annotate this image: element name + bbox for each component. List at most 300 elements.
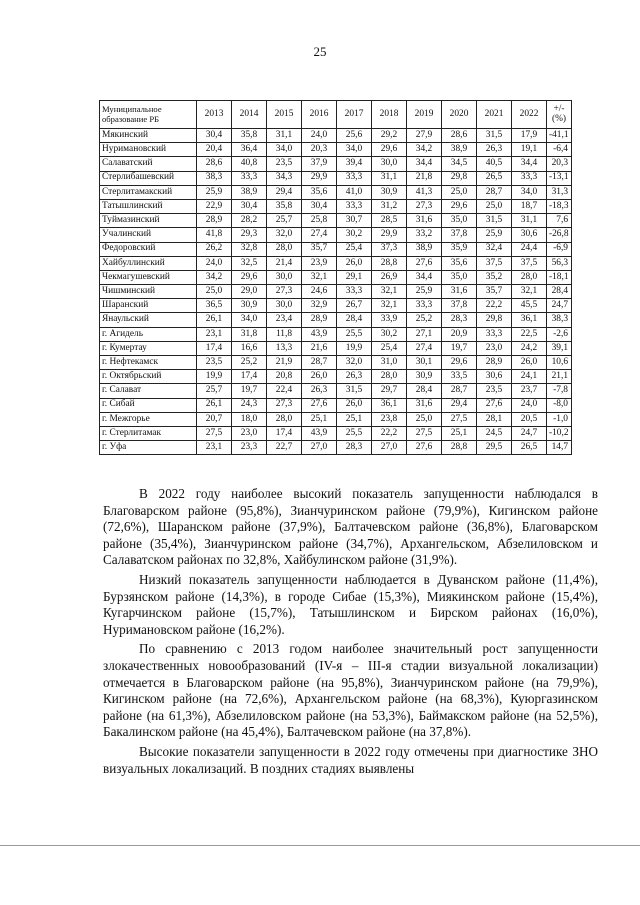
rate-cell: 37,5 xyxy=(512,256,547,270)
rate-cell: 36,5 xyxy=(197,299,232,313)
rate-cell: 24,2 xyxy=(512,341,547,355)
rate-cell: 28,7 xyxy=(477,185,512,199)
rate-cell: 22,9 xyxy=(197,199,232,213)
rate-cell: 27,9 xyxy=(407,129,442,143)
rate-cell: 17,9 xyxy=(512,129,547,143)
rate-cell: 27,0 xyxy=(372,441,407,455)
rate-cell: 19,9 xyxy=(197,370,232,384)
rate-cell: 24,0 xyxy=(197,256,232,270)
rate-cell: 28,0 xyxy=(372,370,407,384)
rate-cell: 27,6 xyxy=(477,398,512,412)
rate-cell: 26,7 xyxy=(337,299,372,313)
rate-cell: 32,1 xyxy=(512,285,547,299)
rate-cell: 29,2 xyxy=(372,129,407,143)
rate-cell: 26,3 xyxy=(477,143,512,157)
rate-cell: 28,0 xyxy=(267,412,302,426)
rate-cell: 26,3 xyxy=(337,370,372,384)
table-row xyxy=(100,398,572,412)
rate-cell: 38,9 xyxy=(232,185,267,199)
header-year: 2017 xyxy=(337,101,372,129)
rate-cell: 32,1 xyxy=(372,285,407,299)
rate-cell: 20,5 xyxy=(512,412,547,426)
rate-cell: 28,6 xyxy=(197,157,232,171)
rate-cell: 35,2 xyxy=(477,270,512,284)
rate-cell: 28,6 xyxy=(442,129,477,143)
rate-cell: 40,5 xyxy=(477,157,512,171)
rate-cell: 25,5 xyxy=(337,426,372,440)
rate-cell: 29,4 xyxy=(267,185,302,199)
table-row xyxy=(100,285,572,299)
rate-cell: 28,5 xyxy=(372,214,407,228)
header-year: 2015 xyxy=(267,101,302,129)
rate-cell: 33,3 xyxy=(407,299,442,313)
rate-cell: 35,8 xyxy=(267,199,302,213)
rate-cell: 37,9 xyxy=(302,157,337,171)
municipality-name: г. Сибай xyxy=(100,398,197,412)
header-change: +/- (%) xyxy=(547,101,572,129)
rate-cell: 17,4 xyxy=(267,426,302,440)
rate-cell: 24,1 xyxy=(512,370,547,384)
rate-cell: 21,8 xyxy=(407,171,442,185)
rate-cell: 25,7 xyxy=(197,384,232,398)
rate-cell: 32,1 xyxy=(302,270,337,284)
rate-cell: 32,4 xyxy=(477,242,512,256)
rate-cell: 33,3 xyxy=(512,171,547,185)
rate-cell: 20,4 xyxy=(197,143,232,157)
rate-cell: 30,0 xyxy=(372,157,407,171)
body-text xyxy=(103,486,598,780)
rate-cell: 40,8 xyxy=(232,157,267,171)
municipality-name: г. Стерлитамак xyxy=(100,426,197,440)
rate-cell: 27,4 xyxy=(407,341,442,355)
rate-cell: 29,6 xyxy=(442,199,477,213)
rate-cell: 22,2 xyxy=(477,299,512,313)
rate-cell: 31,0 xyxy=(372,356,407,370)
rate-cell: 29,8 xyxy=(477,313,512,327)
rate-cell: 24,0 xyxy=(512,398,547,412)
change-cell: -7,8 xyxy=(547,384,572,398)
change-cell: -18,1 xyxy=(547,270,572,284)
rate-cell: 27,5 xyxy=(407,426,442,440)
rate-cell: 30,0 xyxy=(267,299,302,313)
rate-cell: 33,5 xyxy=(442,370,477,384)
rate-cell: 29,6 xyxy=(372,143,407,157)
rate-cell: 30,9 xyxy=(232,299,267,313)
rate-cell: 31,8 xyxy=(232,327,267,341)
table-row xyxy=(100,270,572,284)
table-row xyxy=(100,313,572,327)
rate-cell: 31,6 xyxy=(407,214,442,228)
change-cell: -6,4 xyxy=(547,143,572,157)
change-cell: -8,0 xyxy=(547,398,572,412)
rate-cell: 29,0 xyxy=(232,285,267,299)
municipality-name: Учалинский xyxy=(100,228,197,242)
table-row xyxy=(100,412,572,426)
rate-cell: 19,9 xyxy=(337,341,372,355)
table-row xyxy=(100,185,572,199)
rate-cell: 35,7 xyxy=(477,285,512,299)
rate-cell: 23,1 xyxy=(197,441,232,455)
rate-cell: 30,4 xyxy=(302,199,337,213)
rate-cell: 31,6 xyxy=(442,285,477,299)
rate-cell: 23,1 xyxy=(197,327,232,341)
municipality-name: Мякинский xyxy=(100,129,197,143)
rate-cell: 25,0 xyxy=(407,412,442,426)
rate-cell: 34,0 xyxy=(512,185,547,199)
table-row xyxy=(100,341,572,355)
rate-cell: 23,0 xyxy=(232,426,267,440)
table-row xyxy=(100,441,572,455)
rate-cell: 25,5 xyxy=(337,327,372,341)
rate-cell: 23,7 xyxy=(512,384,547,398)
table-row xyxy=(100,214,572,228)
rate-cell: 32,0 xyxy=(267,228,302,242)
rate-cell: 35,6 xyxy=(442,256,477,270)
table-row xyxy=(100,199,572,213)
rate-cell: 16,6 xyxy=(232,341,267,355)
municipality-name: Янаульский xyxy=(100,313,197,327)
header-year: 2014 xyxy=(232,101,267,129)
header-year: 2013 xyxy=(197,101,232,129)
rate-cell: 17,4 xyxy=(232,370,267,384)
rate-cell: 30,1 xyxy=(407,356,442,370)
rate-cell: 29,5 xyxy=(477,441,512,455)
rate-cell: 24,0 xyxy=(302,129,337,143)
rate-cell: 11,8 xyxy=(267,327,302,341)
rate-cell: 36,1 xyxy=(512,313,547,327)
rate-cell: 35,6 xyxy=(302,185,337,199)
table-row xyxy=(100,356,572,370)
rate-cell: 39,4 xyxy=(337,157,372,171)
rate-cell: 13,3 xyxy=(267,341,302,355)
table-row xyxy=(100,228,572,242)
rate-cell: 29,9 xyxy=(372,228,407,242)
municipality-name: г. Уфа xyxy=(100,441,197,455)
municipality-name: г. Салават xyxy=(100,384,197,398)
rate-cell: 27,5 xyxy=(197,426,232,440)
rate-cell: 35,0 xyxy=(442,270,477,284)
table-header-row xyxy=(100,101,572,129)
rate-cell: 37,5 xyxy=(477,256,512,270)
rate-cell: 27,6 xyxy=(407,441,442,455)
rate-cell: 28,4 xyxy=(337,313,372,327)
change-cell: 31,3 xyxy=(547,185,572,199)
municipality-name: Хайбуллинский xyxy=(100,256,197,270)
rate-cell: 20,9 xyxy=(442,327,477,341)
rate-cell: 41,0 xyxy=(337,185,372,199)
rate-cell: 28,9 xyxy=(302,313,337,327)
rate-cell: 32,1 xyxy=(372,299,407,313)
municipality-name: Чекмагушевский xyxy=(100,270,197,284)
rate-cell: 33,3 xyxy=(232,171,267,185)
table-row xyxy=(100,370,572,384)
rate-cell: 25,9 xyxy=(197,185,232,199)
rate-cell: 35,8 xyxy=(232,129,267,143)
change-cell: 39,1 xyxy=(547,341,572,355)
table-row xyxy=(100,129,572,143)
rate-cell: 32,0 xyxy=(337,356,372,370)
rate-cell: 34,0 xyxy=(267,143,302,157)
table-row xyxy=(100,171,572,185)
municipality-name: Стерлибашевский xyxy=(100,171,197,185)
municipality-name: Шаранский xyxy=(100,299,197,313)
rate-cell: 28,4 xyxy=(407,384,442,398)
rate-cell: 38,9 xyxy=(407,242,442,256)
paragraph: Высокие показатели запущенности в 2022 году отмечены при диагностике ЗНО визуальных локализаций. В поздних стадиях выявлены xyxy=(103,743,598,776)
rate-cell: 27,3 xyxy=(267,285,302,299)
rate-cell: 20,8 xyxy=(267,370,302,384)
municipality-name: Стерлитамакский xyxy=(100,185,197,199)
rate-cell: 26,1 xyxy=(197,313,232,327)
change-cell: 20,3 xyxy=(547,157,572,171)
rate-cell: 31,6 xyxy=(407,398,442,412)
rate-cell: 30,9 xyxy=(407,370,442,384)
rate-cell: 38,9 xyxy=(442,143,477,157)
rate-cell: 33,3 xyxy=(337,171,372,185)
rate-cell: 24,3 xyxy=(232,398,267,412)
municipality-name: г. Межгорье xyxy=(100,412,197,426)
rate-cell: 29,4 xyxy=(442,398,477,412)
rate-cell: 23,9 xyxy=(302,256,337,270)
rate-cell: 23,8 xyxy=(372,412,407,426)
rate-cell: 37,3 xyxy=(372,242,407,256)
rate-cell: 32,8 xyxy=(232,242,267,256)
header-year: 2020 xyxy=(442,101,477,129)
table-row xyxy=(100,242,572,256)
rate-cell: 31,1 xyxy=(267,129,302,143)
rate-cell: 26,5 xyxy=(512,441,547,455)
change-cell: -6,9 xyxy=(547,242,572,256)
rate-cell: 35,7 xyxy=(302,242,337,256)
rate-cell: 30,4 xyxy=(197,129,232,143)
rate-cell: 29,1 xyxy=(337,270,372,284)
table-row xyxy=(100,384,572,398)
rate-cell: 41,3 xyxy=(407,185,442,199)
rate-cell: 21,9 xyxy=(267,356,302,370)
rate-cell: 36,1 xyxy=(372,398,407,412)
rate-cell: 31,5 xyxy=(477,129,512,143)
municipality-name: г. Нефтекамск xyxy=(100,356,197,370)
rate-cell: 28,9 xyxy=(197,214,232,228)
rate-cell: 27,4 xyxy=(302,228,337,242)
rate-cell: 22,7 xyxy=(267,441,302,455)
rate-cell: 29,3 xyxy=(232,228,267,242)
rate-cell: 26,0 xyxy=(337,256,372,270)
rate-cell: 28,0 xyxy=(267,242,302,256)
rate-cell: 26,5 xyxy=(477,171,512,185)
municipality-name: г. Агидель xyxy=(100,327,197,341)
rate-cell: 29,9 xyxy=(302,171,337,185)
rate-cell: 29,6 xyxy=(442,356,477,370)
rate-cell: 43,9 xyxy=(302,426,337,440)
municipality-name: г. Кумертау xyxy=(100,341,197,355)
change-cell: -18,3 xyxy=(547,199,572,213)
rate-cell: 34,4 xyxy=(407,157,442,171)
rate-cell: 23,0 xyxy=(477,341,512,355)
change-cell: 28,4 xyxy=(547,285,572,299)
rate-cell: 25,1 xyxy=(337,412,372,426)
rate-cell: 29,8 xyxy=(442,171,477,185)
rate-cell: 32,5 xyxy=(232,256,267,270)
rate-cell: 21,4 xyxy=(267,256,302,270)
change-cell: 21,1 xyxy=(547,370,572,384)
rate-cell: 34,3 xyxy=(267,171,302,185)
rate-cell: 28,7 xyxy=(302,356,337,370)
rate-cell: 22,4 xyxy=(267,384,302,398)
rate-cell: 26,0 xyxy=(302,370,337,384)
rate-cell: 23,5 xyxy=(267,157,302,171)
rate-cell: 30,2 xyxy=(372,327,407,341)
change-cell: 14,7 xyxy=(547,441,572,455)
rate-cell: 19,1 xyxy=(512,143,547,157)
rate-cell: 17,4 xyxy=(197,341,232,355)
rate-cell: 22,2 xyxy=(372,426,407,440)
table-body xyxy=(100,129,572,455)
rate-cell: 29,6 xyxy=(232,270,267,284)
rate-cell: 28,3 xyxy=(442,313,477,327)
rate-cell: 32,9 xyxy=(302,299,337,313)
rate-cell: 37,8 xyxy=(442,299,477,313)
rate-cell: 28,9 xyxy=(477,356,512,370)
page-number: 25 xyxy=(313,44,327,59)
rate-cell: 30,6 xyxy=(477,370,512,384)
rate-cell: 36,4 xyxy=(232,143,267,157)
rate-cell: 27,6 xyxy=(302,398,337,412)
rate-cell: 30,9 xyxy=(372,185,407,199)
rate-cell: 23,5 xyxy=(197,356,232,370)
rate-cell: 30,7 xyxy=(337,214,372,228)
paragraph: По сравнению с 2013 годом наиболее значительный рост запущенности злокачественных новообразований (IV-я – III-я стадии визуальной локализации) отмечается в Благоварском районе (на 95,8%), Зианчуринском районе (на 79,9%), Кигинском районе (на 72,6%), Архангельском районе (на 68,3%), Куюргазинском районе (на 61,3%), Абзелиловском районе (на 53,3%), Баймакском районе (на 52,5%), Бакалинском районе (на 45,4%), Балтачевском районе (на 37,8%). xyxy=(103,641,598,740)
rate-cell: 25,2 xyxy=(407,313,442,327)
municipality-name: Туймазинский xyxy=(100,214,197,228)
rate-cell: 38,3 xyxy=(197,171,232,185)
table-row xyxy=(100,299,572,313)
rate-cell: 30,6 xyxy=(512,228,547,242)
rate-cell: 25,4 xyxy=(372,341,407,355)
change-cell: 24,7 xyxy=(547,299,572,313)
change-cell: 38,3 xyxy=(547,313,572,327)
rate-cell: 43,9 xyxy=(302,327,337,341)
rate-cell: 25,7 xyxy=(267,214,302,228)
rate-cell: 30,2 xyxy=(337,228,372,242)
table-row xyxy=(100,256,572,270)
rate-cell: 19,7 xyxy=(232,384,267,398)
change-cell: -2,6 xyxy=(547,327,572,341)
rate-cell: 37,8 xyxy=(442,228,477,242)
rate-cell: 27,3 xyxy=(267,398,302,412)
rate-cell: 18,0 xyxy=(232,412,267,426)
rate-cell: 31,5 xyxy=(477,214,512,228)
header-year: 2016 xyxy=(302,101,337,129)
rate-cell: 28,2 xyxy=(232,214,267,228)
change-cell: -1,0 xyxy=(547,412,572,426)
rate-cell: 35,9 xyxy=(442,242,477,256)
rate-cell: 19,7 xyxy=(442,341,477,355)
rate-cell: 25,9 xyxy=(477,228,512,242)
rate-cell: 34,5 xyxy=(442,157,477,171)
rate-cell: 25,1 xyxy=(302,412,337,426)
rate-cell: 31,1 xyxy=(372,171,407,185)
rate-cell: 31,1 xyxy=(512,214,547,228)
rate-cell: 20,7 xyxy=(197,412,232,426)
rate-cell: 26,0 xyxy=(512,356,547,370)
rate-cell: 26,3 xyxy=(302,384,337,398)
rate-cell: 45,5 xyxy=(512,299,547,313)
change-cell: -26,8 xyxy=(547,228,572,242)
rate-cell: 18,7 xyxy=(512,199,547,213)
rate-cell: 24,4 xyxy=(512,242,547,256)
rate-cell: 28,8 xyxy=(372,256,407,270)
rate-cell: 24,5 xyxy=(477,426,512,440)
change-cell: -41,1 xyxy=(547,129,572,143)
neglect-rate-table xyxy=(99,100,572,455)
rate-cell: 28,8 xyxy=(442,441,477,455)
header-municipality: Муниципальное образование РБ xyxy=(100,101,197,129)
rate-cell: 25,2 xyxy=(232,356,267,370)
table-row xyxy=(100,143,572,157)
rate-cell: 30,0 xyxy=(267,270,302,284)
rate-cell: 23,3 xyxy=(232,441,267,455)
rate-cell: 27,5 xyxy=(442,412,477,426)
rate-cell: 31,5 xyxy=(337,384,372,398)
rate-cell: 28,0 xyxy=(512,270,547,284)
paragraph: В 2022 году наиболее высокий показатель запущенности наблюдался в Благоварском районе (95,8%), Зианчуринском районе (79,9%), Кигинском районе (72,6%), Шаранском районе (37,9%), Балтачевском районе (36,8%), Благоварском районе (35,4%), Зианчуринском районе (34,7%), Архангельском, Абзелиловском и Салаватском районах по 32,8%, Хайбулинском районе (31,9%). xyxy=(103,486,598,568)
rate-cell: 26,9 xyxy=(372,270,407,284)
rate-cell: 30,4 xyxy=(232,199,267,213)
rate-cell: 28,7 xyxy=(442,384,477,398)
rate-cell: 27,3 xyxy=(407,199,442,213)
rate-cell: 20,3 xyxy=(302,143,337,157)
rate-cell: 26,1 xyxy=(197,398,232,412)
paragraph: Низкий показатель запущенности наблюдается в Дуванском районе (11,4%), Бурзянском районе (14,3%), в городе Сибае (15,3%), Миякинском районе (15,4%), Кугарчинском районе (15,7%), Татышлинском и Бирском районах (16,0%), Нуримановском районе (16,2%). xyxy=(103,571,598,637)
municipality-name: Нуримановский xyxy=(100,143,197,157)
rate-cell: 25,4 xyxy=(337,242,372,256)
rate-cell: 25,0 xyxy=(197,285,232,299)
rate-cell: 23,4 xyxy=(267,313,302,327)
rate-cell: 34,2 xyxy=(407,143,442,157)
rate-cell: 25,8 xyxy=(302,214,337,228)
rate-cell: 21,6 xyxy=(302,341,337,355)
rate-cell: 34,2 xyxy=(197,270,232,284)
rate-cell: 27,1 xyxy=(407,327,442,341)
header-year: 2021 xyxy=(477,101,512,129)
rate-cell: 34,4 xyxy=(407,270,442,284)
rate-cell: 33,3 xyxy=(337,199,372,213)
change-cell: 7,6 xyxy=(547,214,572,228)
municipality-name: г. Октябрьский xyxy=(100,370,197,384)
rate-cell: 31,2 xyxy=(372,199,407,213)
rate-cell: 29,7 xyxy=(372,384,407,398)
rate-cell: 25,0 xyxy=(477,199,512,213)
rate-cell: 35,0 xyxy=(442,214,477,228)
municipality-name: Татышлинский xyxy=(100,199,197,213)
rate-cell: 41,8 xyxy=(197,228,232,242)
rate-cell: 25,9 xyxy=(407,285,442,299)
rate-cell: 26,2 xyxy=(197,242,232,256)
rate-cell: 34,0 xyxy=(337,143,372,157)
rate-cell: 24,7 xyxy=(512,426,547,440)
rate-cell: 25,0 xyxy=(442,185,477,199)
municipality-name: Салаватский xyxy=(100,157,197,171)
municipality-name: Чишминский xyxy=(100,285,197,299)
rate-cell: 33,2 xyxy=(407,228,442,242)
rate-cell: 34,0 xyxy=(232,313,267,327)
rate-cell: 24,6 xyxy=(302,285,337,299)
rate-cell: 22,5 xyxy=(512,327,547,341)
rate-cell: 28,3 xyxy=(337,441,372,455)
change-cell: 10,6 xyxy=(547,356,572,370)
table-row xyxy=(100,157,572,171)
